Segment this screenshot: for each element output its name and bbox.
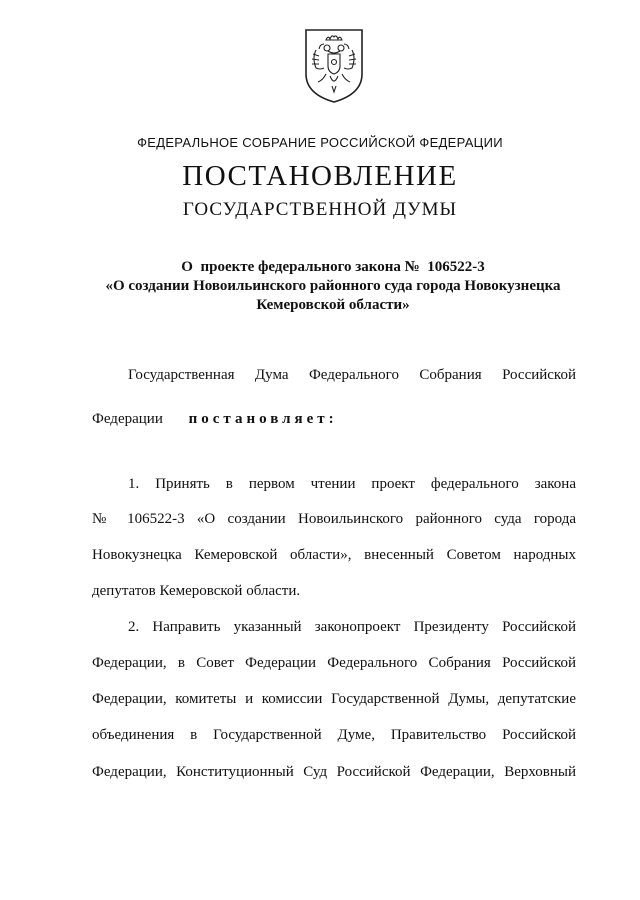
paragraph-2-line-4: объединения в Государственной Думе, Правительство Российской [92, 727, 576, 743]
preamble-line-1: Государственная Дума Федерального Собрания Российской [128, 367, 576, 383]
paragraph-1-line-3: Новокузнецка Кемеровской области», внесенный Советом народных [92, 547, 576, 563]
preamble-line-2 [92, 411, 576, 428]
paragraph-1-line-2: № 106522-3 «О создании Новоильинского районного суда города [92, 511, 576, 527]
paragraph-2-line-5: Федерации, Конституционный Суд Российской Федерации, Верховный [92, 764, 576, 780]
paragraph-1-line-4: депутатов Кемеровской области. [92, 583, 301, 599]
document-subject-heading [60, 258, 606, 315]
resolution-verb: постановляет: [188, 411, 338, 427]
paragraph-2-line-1: 2. Направить указанный законопроект Президенту Российской [128, 619, 576, 635]
document-issuer: ГОСУДАРСТВЕННОЙ ДУМЫ [182, 199, 458, 220]
coat-of-arms-icon [302, 26, 366, 104]
document-type-title: ПОСТАНОВЛЕНИЕ [182, 160, 458, 192]
organization-name: ФЕДЕРАЛЬНОЕ СОБРАНИЕ РОССИЙСКОЙ ФЕДЕРАЦИИ [137, 135, 503, 150]
heading-line-3: Кемеровской области» [256, 297, 410, 313]
heading-line-1: О проекте федерального закона № 106522-3 [181, 259, 485, 275]
preamble-subject: Федерации [92, 411, 163, 427]
heading-line-2: «О создании Новоильинского районного суда города Новокузнецка [105, 278, 561, 294]
paragraph-2-line-3: Федерации, комитеты и комиссии Государственной Думы, депутатские [92, 691, 576, 707]
paragraph-2-line-2: Федерации, в Совет Федерации Федерального Собрания Российской [92, 655, 576, 671]
paragraph-1-line-1: 1. Принять в первом чтении проект федерального закона [128, 476, 576, 492]
